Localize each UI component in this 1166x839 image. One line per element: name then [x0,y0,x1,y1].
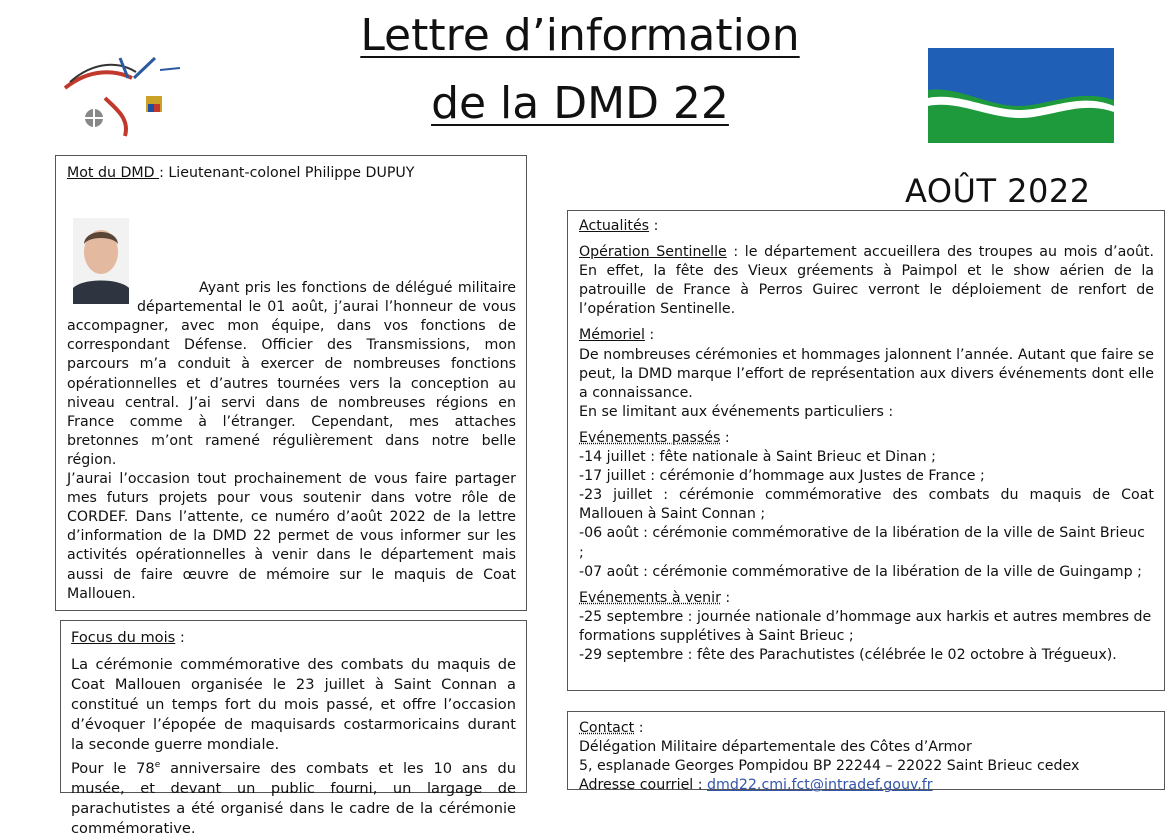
contact-label: Contact [579,720,635,736]
page-title-line1: Lettre d’information [360,10,800,61]
memoriel-text-2: En se limitant aux événements particuliers : [579,403,894,420]
list-item: -29 septembre : fête des Parachutistes (célébrée le 02 octobre à Trégueux). [579,646,1117,663]
focus-paragraph-2: Pour le 78e anniversaire des combats et les 10 ans du musée, et devant un public fourni, un largage de parachutistes a été organisé dans le cadre de la cérémonie commémorative. [71,759,516,837]
dmd-emblem-logo [60,48,185,138]
contact-section: Contact : Délégation Militaire départementale des Côtes d’Armor 5, esplanade Georges Pompidou BP 22244 – 22022 Saint Brieuc cedex Adresse courriel : dmd22.cmi.fct@intradef.gouv.fr [567,711,1165,790]
list-item: -25 septembre : journée nationale d’hommage aux harkis et autres membres de formations supplétives à Saint Brieuc ; [579,608,1152,644]
mot-du-dmd-section [55,155,527,611]
portrait-photo [73,218,129,304]
contact-line-2: 5, esplanade Georges Pompidou BP 22244 – 22022 Saint Brieuc cedex [579,758,1080,775]
passes-label: Evénements passés [579,429,721,446]
memoriel-text: De nombreuses cérémonies et hommages jalonnent l’année. Autant que faire se peut, la DMD marque l’effort de représentation aux divers événements dont elle a connaissance. [579,346,1154,401]
actualites-label: Actualités [579,218,650,234]
list-item: -06 août : cérémonie commémorative de la libération de la ville de Saint Brieuc ; [579,525,1145,561]
issue-date: AOÛT 2022 [905,172,1091,210]
sentinelle-paragraph: Opération Sentinelle : le département accueillera des troupes au mois d’août. En effet, la fête des Vieux gréements à Paimpol et le show aérien de la patrouille de France à Perros Guirec verront le déploiement de renfort de l’opération Sentinelle. [579,244,1155,318]
actualites-section: Actualités : Opération Sentinelle : le département accueillera des troupes au mois d’août. En effet, la fête des Vieux gréements à Paimpol et le show aérien de la patrouille de France à Perros Guirec verront le déploiement de renfort de l’opération Sentinelle. Mémoriel : De nombreuses cérémonies et hommages jalonnent l’année. Autant que faire se peut, la DMD marque l’effort de représentation aux divers événements dont elle a connaissance. En se limitant aux événements particuliers : Evénements passés : -14 juillet : fête nationale à Saint Brieuc et Dinan ; -17 juillet : cérémonie d’hommage aux Justes de France ; -23 juillet : cérémonie commémorative des combats du maquis de Coat Mallouen à Saint Connan ; -06 août : cérémonie commémorative de la libération de la ville de Saint Brieuc ; -07 août : cérémonie commémorative de la libération de la ville de Guingamp ; Evénements à venir : -25 septembre : journée nationale d’hommage aux harkis et autres membres de formations supplétives à Saint Brieuc ; -29 septembre : fête des Parachutistes (célébrée le 02 octobre à Trégueux). [567,210,1165,691]
list-item: -07 août : cérémonie commémorative de la libération de la ville de Guingamp ; [579,563,1142,580]
mot-label: Mot du DMD [67,165,160,181]
contact-email-line: Adresse courriel : dmd22.cmi.fct@intradef.gouv.fr [579,777,933,794]
focus-du-mois-section: Focus du mois : La cérémonie commémorative des combats du maquis de Coat Mallouen organisée le 23 juillet à Saint Connan a constitué un temps fort du mois passé, et offre l’occasion d’évoquer l’épopée de maquisards costarmoricains durant la seconde guerre mondiale. Pour le 78e anniversaire des combats et les 10 ans du musée, et devant un public fourni, un largage de parachutistes a été organisé dans le cadre de la cérémonie commémorative. [60,620,527,793]
mot-paragraph-1: Ayant pris les fonctions de délégué militaire départemental le 01 août, j’aurai l’honneur de vous accompagner, avec mon équipe, dans vos fonctions de correspondant Défense. Officier des Transmissions, mon parcours m’a conduit à exercer de nombreuses fonctions opérationnelles et d’autres tournées vers la conception au niveau central. J’ai servi dans de nombreuses régions en France comme à l’étranger. Cependant, mes attaches bretonnes m’ont ramené régulièrement dans notre belle région. [67,280,516,468]
focus-label: Focus du mois [71,629,176,646]
list-item: -17 juillet : cérémonie d’hommage aux Justes de France ; [579,468,985,485]
avenir-label: Evénements à venir [579,589,721,606]
page-title-line2: de la DMD 22 [431,78,729,129]
email-link[interactable]: dmd22.cmi.fct@intradef.gouv.fr [707,777,933,794]
cotes-darmor-logo [928,48,1114,143]
list-item: -23 juillet : cérémonie commémorative des combats du maquis de Coat Mallouen à Saint Connan ; [579,487,1154,523]
memoriel-label: Mémoriel [579,327,645,344]
mot-author: : Lieutenant-colonel Philippe DUPUY [159,165,415,181]
focus-paragraph-1: La cérémonie commémorative des combats du maquis de Coat Mallouen organisée le 23 juillet à Saint Connan a constitué un temps fort du mois passé, et offre l’occasion d’évoquer l’épopée de maquisards costarmoricains durant la seconde guerre mondiale. [71,656,516,753]
list-item: -14 juillet : fête nationale à Saint Brieuc et Dinan ; [579,449,936,466]
contact-line-1: Délégation Militaire départementale des Côtes d’Armor [579,739,972,756]
mot-paragraph-2: J’aurai l’occasion tout prochainement de vous faire partager mes futurs projets pour vous soutenir dans votre rôle de CORDEF. Dans l’attente, ce numéro d’août 2022 de la lettre d’information de la DMD 22 permet de vous informer sur les activités opérationnelles à venir dans le département mais aussi de faire œuvre de mémoire sur le maquis de Coat Mallouen. [67,471,516,602]
